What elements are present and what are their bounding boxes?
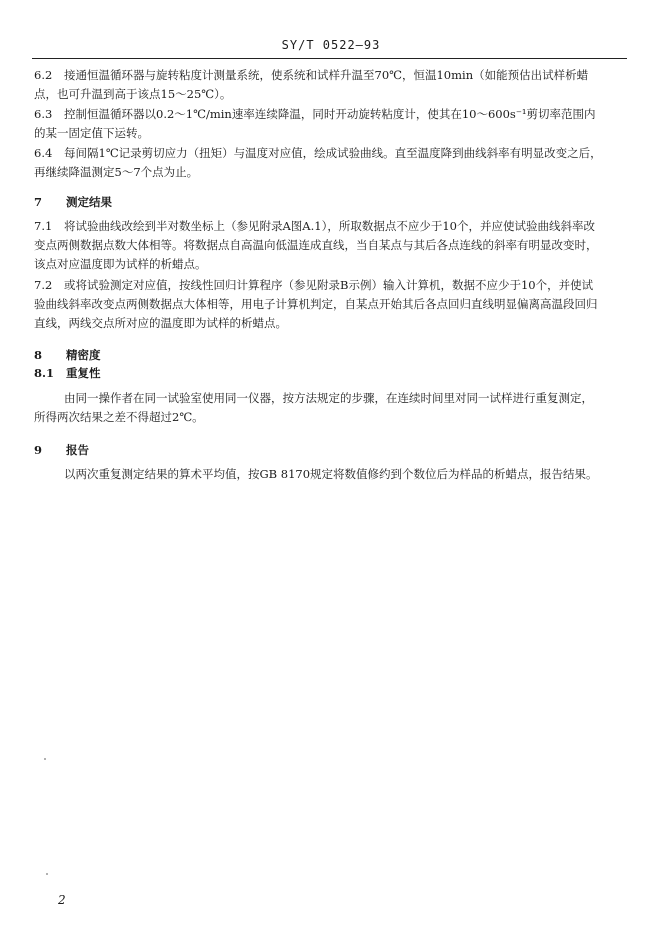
section-title: 精密度	[66, 348, 101, 362]
section-title: 重复性	[66, 366, 101, 380]
para-number: 6.4	[34, 146, 53, 160]
para-text: 或将试验测定对应值，按线性回归计算程序（参见附录B示例）输入计算机，数据不应少于10个，并使试验曲线斜率改变点两侧数据点大体相等，用电子计算机判定，自某点开始其后各点回归直线明显偏离高温段回归直线，两线交点所对应的温度即为试样的析蜡点。	[34, 278, 598, 330]
section-title: 报告	[66, 443, 89, 457]
header-rule	[32, 58, 627, 59]
scan-speck	[46, 873, 48, 875]
section-9-heading	[34, 442, 89, 458]
para-8-1-body: 由同一操作者在同一试验室使用同一仪器，按方法规定的步骤，在连续时间里对同一试样进行重复测定，所得两次结果之差不得超过2℃。	[34, 391, 593, 424]
section-title: 测定结果	[66, 195, 112, 209]
standard-code-header: SY/T 0522—93	[281, 38, 381, 52]
section-number: 8.1	[34, 366, 55, 380]
section-8-1-heading	[34, 365, 101, 381]
para-text: 每间隔1℃记录剪切应力（扭矩）与温度对应值，绘成试验曲线。直至温度降到曲线斜率有明显改变之后，再继续降温测定5～7个点为止。	[34, 146, 602, 179]
para-number: 6.2	[34, 68, 53, 82]
section-8-heading	[34, 347, 101, 363]
para-6-2	[34, 66, 604, 104]
para-9-body: 以两次重复测定结果的算术平均值，按GB 8170规定将数值修约到个数位后为样品的析蜡点，报告结果。	[64, 467, 598, 481]
para-number: 7.1	[34, 219, 53, 233]
para-text: 接通恒温循环器与旋转粘度计测量系统，使系统和试样升温至70℃，恒温10min（如能预估出试样析蜡点，也可升温到高于该点15～25℃）。	[34, 68, 589, 101]
para-number: 7.2	[34, 278, 53, 292]
para-6-4	[34, 144, 604, 182]
section-number: 8	[34, 348, 43, 362]
section-number: 7	[34, 195, 43, 209]
para-7-1	[34, 217, 604, 274]
section-7-heading	[34, 194, 112, 210]
para-7-2	[34, 276, 604, 333]
para-number: 6.3	[34, 107, 53, 121]
scan-speck	[44, 758, 46, 760]
section-number: 9	[34, 443, 43, 457]
para-6-3	[34, 105, 604, 143]
para-text: 将试验曲线改绘到半对数坐标上（参见附录A图A.1），所取数据点不应少于10个，并应使试验曲线斜率改变点两侧数据点数大体相等。将数据点自高温向低温连成直线，当自某点与其后各点连线的斜率有明显改变时，该点对应温度即为试样的析蜡点。	[34, 219, 598, 271]
page-number: 2	[58, 893, 66, 907]
para-text: 控制恒温循环器以0.2～1℃/min速率连续降温，同时开动旋转粘度计，使其在10～600s⁻¹剪切率范围内的某一固定值下运转。	[34, 107, 596, 140]
